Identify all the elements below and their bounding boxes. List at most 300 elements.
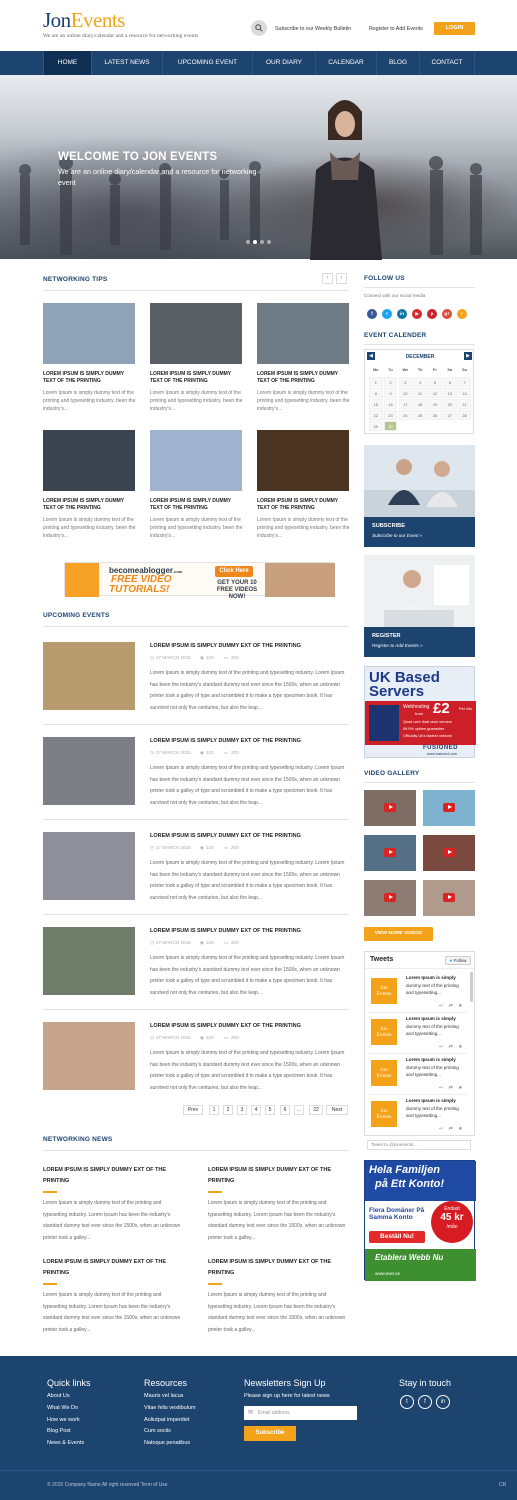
divider [43, 290, 349, 291]
avatar-text: Events [376, 1073, 392, 1079]
uk-ad-feature-2: 99.9% uptime guarantee [403, 727, 445, 731]
linkedin-link[interactable] [397, 309, 407, 319]
calendar-weekday: Mo [369, 365, 383, 375]
calendar-day[interactable]: 4 [413, 377, 427, 387]
calendar-day[interactable]: 17 [399, 399, 413, 409]
tweet-actions-icons[interactable]: ↩ ⇄ ★ [439, 1003, 465, 1009]
tweets-scrollbar[interactable] [470, 972, 473, 1002]
tip-text: Lorem Ipsum is simply dummy text of the printing and typesetting industry. been the industry's... [150, 517, 243, 539]
calendar-day[interactable]: 18 [413, 399, 427, 409]
calendar-day[interactable]: 7 [458, 377, 472, 387]
pagination-page-22[interactable]: 22 [309, 1105, 323, 1115]
tip-image[interactable] [150, 430, 242, 491]
calendar-day[interactable]: 10 [399, 388, 413, 398]
tweet-body: dummy text of the printing and typesetting... [406, 982, 459, 995]
hf-ad-order-button[interactable]: Beställ Nu! [369, 1231, 425, 1243]
tweet-bold: Lorem Ipsum is simply [406, 975, 456, 980]
event-views: 120 [206, 845, 214, 850]
comments-icon: ▭ [224, 750, 229, 755]
hf-ad-per: /mån [446, 1224, 458, 1230]
facebook-link[interactable] [367, 309, 377, 319]
video-thumbnail[interactable] [364, 835, 416, 871]
banner-line1: FREE VIDEO [111, 574, 172, 585]
hf-ad-price-badge [431, 1201, 473, 1243]
calendar-day[interactable]: 3 [399, 377, 413, 387]
banner-brand: becomeablogger.com [109, 566, 183, 575]
avatar-text: Jon [380, 1067, 388, 1073]
calendar-day[interactable]: 21 [458, 399, 472, 409]
event-views: 120 [206, 940, 214, 945]
uk-ad-per: Per Mo. [459, 706, 474, 711]
subscribe-title: SUBSCRIBE [372, 523, 405, 529]
tip-image[interactable] [150, 303, 242, 364]
footer-quick-link[interactable]: How we work [47, 1416, 80, 1423]
youtube-link[interactable] [412, 309, 422, 319]
avatar-text: Jon [380, 1026, 388, 1032]
tweet-text [406, 974, 466, 997]
youtube-icon: ▶ [415, 311, 419, 316]
calendar-day[interactable]: 25 [413, 410, 427, 420]
tip-text: Lorem Ipsum is simply dummy text of the printing and typesetting industry. been the industry's... [150, 390, 243, 412]
login-button[interactable]: LOGIN [434, 22, 475, 35]
uk-ad-url: www.fusioned.com [427, 752, 457, 756]
footer-touch-title: Stay in touch [399, 1378, 452, 1388]
nav-blog[interactable]: BLOG [376, 51, 419, 75]
newsletter-email-input[interactable] [244, 1406, 357, 1420]
event-title[interactable]: LOREM IPSUM IS SIMPLY DUMMY EXT OF THE PRINTING [150, 928, 301, 934]
news-text: Lorem Ipsum is simply dummy text of the printing and typesetting industry. Lorem Ipsum has been the industry's standard dummy text ever since the 1500s, when an unknown printer took a galley... [43, 1292, 181, 1333]
calendar-icon: ◷ [150, 1035, 155, 1040]
calendar-day[interactable]: 23 [384, 410, 398, 420]
calendar-day[interactable]: 1 [369, 377, 383, 387]
event-date: 27 MARCH 2015 [156, 655, 191, 660]
play-icon [384, 893, 396, 902]
views-icon: ◉ [200, 845, 205, 850]
tweet-compose-input[interactable]: Tweet to @jonevents... [367, 1140, 471, 1150]
tip-title[interactable]: LOREM IPSUM IS SIMPLY DUMMY TEXT OF THE PRINTING [150, 371, 232, 384]
hf-ad-line3: Flera Domäner På Samma Konto [369, 1207, 425, 1221]
hf-ad-line1: Hela Familjen [369, 1164, 440, 1176]
tweet-text [406, 1015, 466, 1038]
calendar-day[interactable]: 28 [458, 410, 472, 420]
footer-quick-link[interactable]: News & Events [47, 1440, 85, 1447]
calendar-day[interactable]: 24 [399, 410, 413, 420]
slider-dot-active[interactable] [253, 240, 257, 244]
footer-quick-link[interactable]: About Us [47, 1393, 70, 1399]
nav-calendar[interactable]: CALENDAR [315, 51, 376, 75]
newsletter-subscribe-button[interactable]: Subscribe [244, 1426, 296, 1441]
nav-contact[interactable]: CONTACT [419, 51, 475, 75]
divider [369, 1053, 467, 1054]
banner-get-text: GET YOUR 10 FREE VIDEOS NOW! [216, 580, 258, 600]
banner-people-photo [265, 563, 335, 597]
event-comments: 200 [231, 940, 239, 945]
tip-text: Lorem Ipsum is simply dummy text of the printing and typesetting industry. been the industry's... [43, 390, 136, 412]
divider [369, 1094, 467, 1095]
video-thumbnail[interactable] [423, 790, 475, 826]
footer-quick-link[interactable]: What We Do [47, 1404, 79, 1411]
tip-text: Lorem Ipsum is simply dummy text of the printing and typesetting industry. been the industry's... [257, 517, 350, 539]
search-icon [255, 24, 263, 32]
divider [43, 1009, 349, 1010]
googleplus-link[interactable] [442, 309, 452, 319]
divider [43, 819, 349, 820]
event-comments: 200 [231, 655, 239, 660]
comments-icon: ▭ [224, 655, 229, 660]
event-image[interactable] [43, 832, 135, 900]
calendar-day[interactable]: 19 [428, 399, 442, 409]
event-date: 27 MARCH 2015 [156, 845, 191, 850]
play-icon [384, 848, 396, 857]
footer-resource-link[interactable]: Cum sociis [144, 1428, 171, 1435]
divider [43, 1150, 349, 1151]
tweet-body: dummy text of the printing and typesetting... [406, 1023, 459, 1036]
networking-tips-title: NETWORKING TIPS [43, 276, 108, 283]
linkedin-icon: in [400, 311, 404, 316]
event-date: 27 MARCH 2015 [156, 1035, 191, 1040]
uk-ad-from: from [415, 711, 423, 716]
hf-ad-url: www.ewn.se [375, 1271, 401, 1276]
calendar-icon: ◷ [150, 750, 155, 755]
news-underline [43, 1283, 57, 1285]
divider [43, 626, 349, 627]
divider [369, 1012, 467, 1013]
pagination-page-3[interactable]: 3 [237, 1105, 247, 1115]
hf-ad-top [365, 1161, 476, 1201]
pagination-prev[interactable]: Prev [183, 1105, 203, 1115]
footer-resource-link[interactable]: Aoliutpat imperdiet [144, 1416, 190, 1423]
tips-next-button[interactable] [336, 273, 347, 284]
tip-title[interactable]: LOREM IPSUM IS SIMPLY DUMMY TEXT OF THE PRINTING [43, 498, 125, 511]
pinterest-link[interactable] [427, 309, 437, 319]
logo-text: Jon [43, 8, 71, 32]
divider [364, 782, 475, 783]
slider-dot[interactable] [246, 240, 250, 244]
event-title[interactable]: LOREM IPSUM IS SIMPLY DUMMY EXT OF THE PRINTING [150, 833, 301, 839]
calendar-day[interactable]: 8 [369, 388, 383, 398]
hf-ad-bottom-text: Etablera Webb Nu [375, 1253, 444, 1262]
tweet-actions-icons[interactable]: ↩ ⇄ ★ [439, 1085, 465, 1091]
calendar-day[interactable]: 11 [413, 388, 427, 398]
calendar-day[interactable]: 16 [384, 399, 398, 409]
twitter-follow-button[interactable] [445, 956, 471, 965]
twitter-icon: t [406, 1399, 408, 1405]
news-underline [43, 1191, 57, 1193]
event-calendar [364, 349, 474, 434]
calendar-icon: ◷ [150, 940, 155, 945]
video-thumbnail[interactable] [364, 880, 416, 916]
calendar-next-button[interactable] [464, 352, 472, 360]
follow-us-title: FOLLOW US [364, 275, 405, 282]
video-gallery-title: VIDEO GALLERY [364, 770, 420, 777]
subscribe-subtitle[interactable]: Subscribe to our Event » [372, 533, 423, 538]
event-text: Lorem Ipsum is simply dummy text of the printing and typesetting industry. Lorem Ipsum has been the industry's standard dummy text ever since the 1500s, when an unknown printer took a galley of type and scrambled it to make a type specimen book. It has survived not only five centuries, but also the leap... [150, 670, 345, 711]
twitter-bird-icon: ● [449, 958, 453, 963]
view-more-videos-button[interactable]: VIEW MORE VIDEOS [364, 927, 433, 941]
tip-image[interactable] [43, 430, 135, 491]
calendar-weekday: Fr [428, 365, 442, 375]
register-promo[interactable] [364, 555, 475, 657]
hf-ad-line2: på Ett Konto! [375, 1178, 445, 1190]
avatar-text: Jon [380, 1108, 388, 1114]
calendar-day[interactable]: 9 [384, 388, 398, 398]
twitter-icon: t [386, 311, 388, 316]
register-title: REGISTER [372, 633, 401, 639]
comments-icon: ▭ [224, 940, 229, 945]
tweets-widget [364, 951, 475, 1136]
uk-ad-price: £2 [433, 700, 450, 717]
tip-text: Lorem Ipsum is simply dummy text of the printing and typesetting industry. been the industry's... [43, 517, 136, 539]
main-nav [0, 51, 517, 75]
event-views: 120 [206, 655, 214, 660]
follow-us-subtitle: Connect with our social media [364, 293, 426, 298]
event-image[interactable] [43, 1022, 135, 1090]
register-photo [364, 555, 475, 630]
event-views: 120 [206, 1035, 214, 1040]
tip-image[interactable] [257, 303, 349, 364]
play-icon [443, 803, 455, 812]
uk-ad-feature-1: Quad core dual xeon servers [403, 720, 452, 724]
email-placeholder: Email address [258, 1410, 290, 1416]
tweet-actions-icons[interactable]: ↩ ⇄ ★ [439, 1126, 465, 1132]
rss-icon: r [461, 311, 463, 316]
news-text: Lorem Ipsum is simply dummy text of the printing and typesetting industry. Lorem Ipsum has been the industry's standard dummy text ever since the 1500s, when an unknown printer took a galley... [208, 1292, 346, 1333]
hero-banner [0, 75, 517, 259]
views-icon: ◉ [200, 1035, 205, 1040]
tweet-avatar [371, 1060, 397, 1086]
tip-title[interactable]: LOREM IPSUM IS SIMPLY DUMMY TEXT OF THE PRINTING [43, 371, 125, 384]
event-comments: 200 [231, 845, 239, 850]
tweet-avatar [371, 1019, 397, 1045]
subscribe-promo[interactable] [364, 445, 475, 547]
linkedin-button[interactable] [436, 1395, 450, 1409]
follow-label: Follow [453, 958, 467, 963]
nav-our-diary[interactable]: OUR DIARY [252, 51, 315, 75]
event-image[interactable] [43, 642, 135, 710]
footer-quick-link[interactable]: Blog Post [47, 1428, 71, 1435]
news-title[interactable]: LOREM IPSUM IS SIMPLY DUMMY EXT OF THE PRINTING [208, 1259, 332, 1276]
pagination-page-5[interactable]: 5 [265, 1105, 275, 1115]
footer-resource-link[interactable]: Mauris vel lacus [144, 1393, 184, 1399]
event-image[interactable] [43, 927, 135, 995]
calendar-prev-button[interactable] [367, 352, 375, 360]
event-text: Lorem Ipsum is simply dummy text of the printing and typesetting industry. Lorem Ipsum has been the industry's standard dummy text ever since the 1500s, when an unknown printer took a galley of type and scrambled it to make a type specimen book. It has survived not only five centuries, but also the leap... [150, 1050, 345, 1091]
hf-ad-price: 45 kr [440, 1212, 464, 1223]
chevron-left-icon: ‹ [326, 275, 329, 281]
news-title[interactable]: LOREM IPSUM IS SIMPLY DUMMY EXT OF THE PRINTING [43, 1259, 167, 1276]
calendar-day[interactable]: 15 [369, 399, 383, 409]
footer-quick-links-title: Quick links [47, 1378, 91, 1388]
calendar-day[interactable]: 14 [458, 388, 472, 398]
footer-resource-link[interactable]: Natoque penatibus [144, 1440, 191, 1447]
nav-home[interactable]: HOME [43, 51, 91, 75]
calendar-day[interactable]: 27 [443, 410, 457, 420]
avatar-text: Events [376, 1114, 392, 1120]
calendar-day[interactable]: 29 [369, 421, 383, 431]
calendar-day[interactable]: 12 [428, 388, 442, 398]
calendar-day[interactable]: 30 [384, 421, 398, 431]
event-title[interactable]: LOREM IPSUM IS SIMPLY DUMMY EXT OF THE PRINTING [150, 643, 301, 649]
twitter-link[interactable] [382, 309, 392, 319]
calendar-day[interactable]: 13 [443, 388, 457, 398]
divider [364, 287, 475, 288]
event-calendar-title: EVENT CALENDER [364, 332, 427, 339]
comments-icon: ▭ [224, 845, 229, 850]
news-text: Lorem Ipsum is simply dummy text of the printing and typesetting industry. Lorem Ipsum has been the industry's standard dummy text ever since the 1500s, when an unknown printer took a galley... [43, 1200, 181, 1241]
tweet-body: dummy text of the printing and typesetting... [406, 1105, 459, 1118]
tweet-avatar [371, 978, 397, 1004]
search-button[interactable] [251, 20, 267, 36]
uk-ad-feature-3: Officially UKs fastest network [403, 734, 453, 738]
footer-resource-link[interactable]: Vitae felis vestibulum [144, 1404, 196, 1411]
tip-image[interactable] [257, 430, 349, 491]
hero-title: WELCOME TO JON EVENTS [58, 151, 218, 163]
banner-click-button[interactable]: Click Here [215, 566, 253, 577]
calendar-weekday: We [399, 365, 413, 375]
networking-news-title: NETWORKING NEWS [43, 1136, 113, 1143]
tip-title[interactable]: LOREM IPSUM IS SIMPLY DUMMY TEXT OF THE PRINTING [257, 371, 339, 384]
rss-link[interactable] [457, 309, 467, 319]
views-icon: ◉ [200, 940, 205, 945]
uk-ad-server-icon [369, 705, 399, 741]
pagination-next[interactable]: Next [326, 1105, 348, 1115]
slider-dot[interactable] [267, 240, 271, 244]
calendar-icon: ◷ [150, 845, 155, 850]
pagination-ellipsis: ... [294, 1105, 304, 1115]
video-thumbnail[interactable] [423, 835, 475, 871]
banner-line2: TUTORIALS! [109, 584, 170, 595]
tip-title[interactable]: LOREM IPSUM IS SIMPLY DUMMY TEXT OF THE PRINTING [257, 498, 339, 511]
event-text: Lorem Ipsum is simply dummy text of the printing and typesetting industry. Lorem Ipsum has been the industry's standard dummy text ever since the 1500s, when an unknown printer took a galley of type and scrambled it to make a type specimen book. It has survived not only five centuries, but also the leap... [150, 765, 345, 806]
slider-dot[interactable] [260, 240, 264, 244]
envelope-icon: ✉ [248, 1410, 254, 1416]
logo-text-accent: Events [70, 8, 125, 32]
chevron-right-icon: › [340, 275, 343, 281]
event-comments: 200 [231, 1035, 239, 1040]
site-logo[interactable] [43, 8, 125, 33]
tips-prev-button[interactable] [322, 273, 333, 284]
event-views: 120 [206, 750, 214, 755]
calendar-day[interactable]: 22 [369, 410, 383, 420]
footer-newsletter-title: Newsletters Sign Up [244, 1378, 326, 1388]
views-icon: ◉ [200, 655, 205, 660]
calendar-day[interactable]: 26 [428, 410, 442, 420]
news-underline [208, 1283, 222, 1285]
facebook-icon: f [371, 311, 373, 316]
facebook-button[interactable] [418, 1395, 432, 1409]
tweet-text [406, 1056, 466, 1079]
uk-ad-band [365, 701, 476, 745]
pagination-page-1[interactable]: 1 [209, 1105, 219, 1115]
calendar-weekday: Th [413, 365, 427, 375]
calendar-day[interactable]: 20 [443, 399, 457, 409]
uk-ad-logo: FUSIONED [423, 745, 459, 751]
chevron-left-icon: ◀ [369, 353, 373, 359]
news-title[interactable]: LOREM IPSUM IS SIMPLY DUMMY EXT OF THE PRINTING [43, 1167, 167, 1184]
linkedin-icon: in [440, 1399, 446, 1405]
play-icon [384, 803, 396, 812]
hela-familjen-ad[interactable] [364, 1160, 475, 1280]
news-text: Lorem Ipsum is simply dummy text of the printing and typesetting industry. Lorem Ipsum has been the industry's standard dummy text ever since the 1500s, when an unknown printer took a galley... [208, 1200, 346, 1241]
hero-subtitle: We are an online diary/calendar and a resource for networking event [58, 167, 257, 187]
calendar-month: DECEMBER [405, 354, 435, 360]
footer-newsletter-sub: Please sign up here for latest news [244, 1393, 330, 1399]
divider [364, 344, 475, 345]
tweet-text [406, 1097, 466, 1120]
twitter-button[interactable] [400, 1395, 414, 1409]
register-subtitle[interactable]: Register to Add Events » [372, 643, 423, 648]
calendar-weekday: Tu [384, 365, 398, 375]
video-thumbnail[interactable] [423, 880, 475, 916]
pinterest-icon: p [430, 311, 434, 316]
news-underline [208, 1191, 222, 1193]
event-title[interactable]: LOREM IPSUM IS SIMPLY DUMMY EXT OF THE PRINTING [150, 738, 301, 744]
register-events-link[interactable]: Register to Add Events [369, 26, 423, 32]
calendar-icon: ◷ [150, 655, 155, 660]
tip-text: Lorem Ipsum is simply dummy text of the printing and typesetting industry. been the industry's... [257, 390, 350, 412]
event-date: 27 MARCH 2015 [156, 750, 191, 755]
avatar-text: Events [376, 991, 392, 997]
googleplus-icon: g+ [444, 311, 450, 316]
event-text: Lorem Ipsum is simply dummy text of the printing and typesetting industry. Lorem Ipsum has been the industry's standard dummy text ever since the 1500s, when an unknown printer took a galley of type and scrambled it to make a type specimen book. It has survived not only five centuries, but also the leap... [150, 955, 345, 996]
news-title[interactable]: LOREM IPSUM IS SIMPLY DUMMY EXT OF THE PRINTING [208, 1167, 332, 1184]
site-tagline: We are an online diary/calendar and a resource for networking events [43, 33, 199, 39]
video-thumbnail[interactable] [364, 790, 416, 826]
calendar-day[interactable]: 5 [428, 377, 442, 387]
avatar-text: Jon [380, 985, 388, 991]
uk-ad-line1: UK Based [369, 669, 440, 686]
pagination-page-2[interactable]: 2 [223, 1105, 233, 1115]
tweet-body: dummy text of the printing and typesetting... [406, 1064, 459, 1077]
play-icon [443, 848, 455, 857]
event-comments: 200 [231, 750, 239, 755]
upcoming-events-title: UPCOMING EVENTS [43, 612, 110, 619]
subscribe-photo [364, 445, 475, 520]
tweet-bold: Lorem Ipsum is simply [406, 1057, 456, 1062]
calendar-weekday: Sa [443, 365, 457, 375]
tip-image[interactable] [43, 303, 135, 364]
chevron-right-icon: ▶ [466, 353, 470, 359]
nav-latest-news[interactable]: LATEST NEWS [91, 51, 162, 75]
nav-upcoming-event[interactable]: UPCOMING EVENT [162, 51, 252, 75]
pagination-page-4[interactable]: 4 [251, 1105, 261, 1115]
calendar-day[interactable]: 6 [443, 377, 457, 387]
uk-servers-ad[interactable] [364, 666, 475, 758]
event-date: 27 MARCH 2015 [156, 940, 191, 945]
tweet-avatar [371, 1101, 397, 1127]
tweets-title: Tweets [370, 956, 394, 963]
blogger-banner-ad[interactable] [64, 562, 334, 600]
register-bar [364, 627, 475, 657]
subscribe-bulletin-link[interactable]: Subscribe to our Weekly Bulletin [275, 26, 352, 32]
pagination-page-6[interactable]: 6 [280, 1105, 290, 1115]
tweet-bold: Lorem Ipsum is simply [406, 1016, 456, 1021]
hf-ad-bottom [365, 1249, 476, 1281]
divider [43, 914, 349, 915]
play-icon [443, 893, 455, 902]
avatar-text: Events [376, 1032, 392, 1038]
event-text: Lorem Ipsum is simply dummy text of the printing and typesetting industry. Lorem Ipsum has been the industry's standard dummy text ever since the 1500s, when an unknown printer took a galley of type and scrambled it to make a type specimen book. It has survived not only five centuries, but also the leap... [150, 860, 345, 901]
tip-title[interactable]: LOREM IPSUM IS SIMPLY DUMMY TEXT OF THE PRINTING [150, 498, 232, 511]
event-title[interactable]: LOREM IPSUM IS SIMPLY DUMMY EXT OF THE PRINTING [150, 1023, 301, 1029]
calendar-day[interactable]: 2 [384, 377, 398, 387]
event-image[interactable] [43, 737, 135, 805]
tweet-actions-icons[interactable]: ↩ ⇄ ★ [439, 1044, 465, 1050]
divider [365, 968, 476, 969]
tweet-bold: Lorem Ipsum is simply [406, 1098, 456, 1103]
views-icon: ◉ [200, 750, 205, 755]
comments-icon: ▭ [224, 1035, 229, 1040]
